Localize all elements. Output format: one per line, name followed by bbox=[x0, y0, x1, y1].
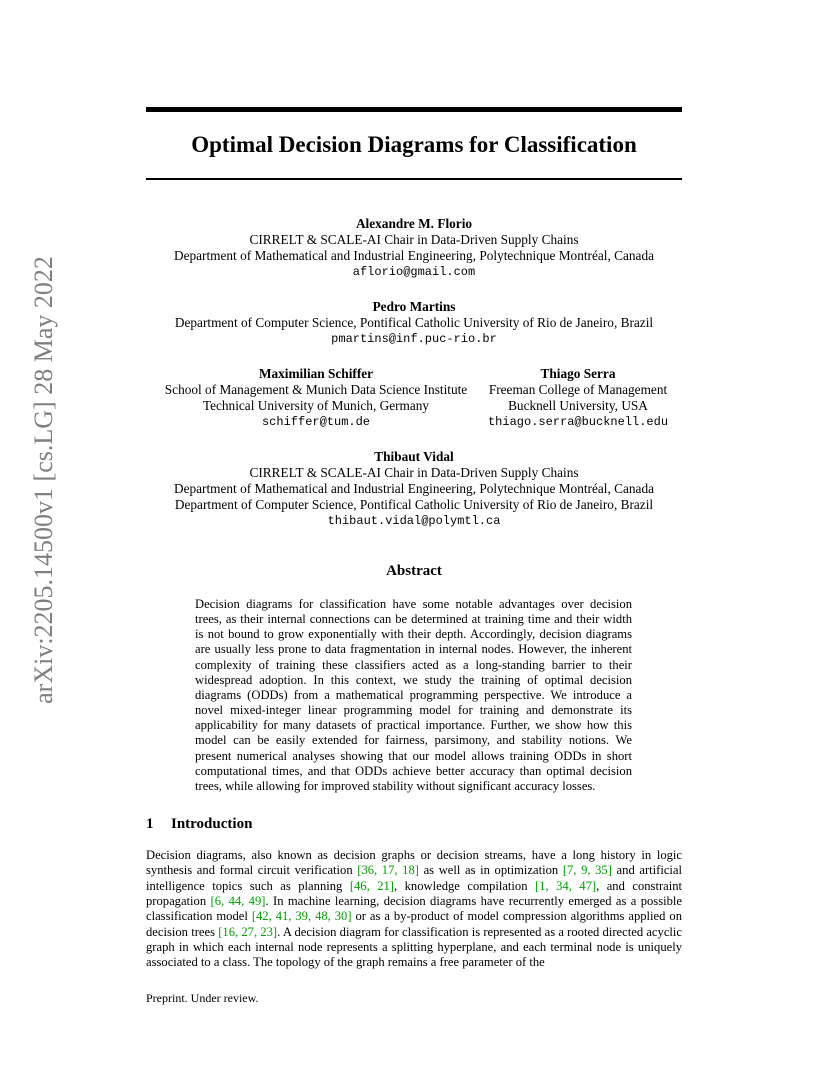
author-affiliation: School of Management & Munich Data Science Institute bbox=[164, 382, 468, 397]
author-email[interactable]: thibaut.vidal@polymtl.ca bbox=[327, 514, 501, 528]
author-name: Thiago Serra bbox=[540, 366, 616, 381]
section-number: 1 bbox=[146, 816, 154, 832]
author-name: Pedro Martins bbox=[372, 299, 456, 314]
author-block-schiffer bbox=[146, 366, 486, 430]
citation-link[interactable]: [1, 34, 47] bbox=[534, 878, 597, 893]
author-name: Maximilian Schiffer bbox=[258, 366, 374, 381]
citation-link[interactable]: [16, 27, 23] bbox=[218, 924, 278, 939]
author-affiliation: Freeman College of Management bbox=[488, 382, 668, 397]
author-email[interactable]: schiffer@tum.de bbox=[261, 415, 371, 429]
paper-title: Optimal Decision Diagrams for Classification bbox=[191, 132, 637, 157]
author-affiliation: Bucknell University, USA bbox=[508, 398, 648, 413]
intro-text: Decision diagrams, also known as decision graphs or decision streams, have a long history in logic synthesis and formal circuit verification bbox=[146, 848, 682, 878]
citation-link[interactable]: [36, 17, 18] bbox=[357, 863, 419, 878]
intro-text: or as a by-product of model compression algorithms applied on decision trees bbox=[146, 909, 682, 939]
title-top-rule bbox=[146, 107, 682, 112]
author-affiliation: Department of Computer Science, Pontifical Catholic University of Rio de Janeiro, Brazil bbox=[174, 315, 654, 330]
author-affiliation: Technical University of Munich, Germany bbox=[202, 398, 430, 413]
citation-link[interactable]: [6, 44, 49] bbox=[210, 894, 266, 909]
author-affiliation: Department of Mathematical and Industrial Engineering, Polytechnique Montréal, Canada bbox=[173, 248, 654, 263]
author-block-serra bbox=[478, 366, 678, 430]
preprint-footer: Preprint. Under review. bbox=[146, 991, 259, 1005]
title-bottom-rule bbox=[146, 178, 682, 180]
author-email[interactable]: pmartins@inf.puc-rio.br bbox=[331, 332, 497, 346]
author-affiliation: Department of Computer Science, Pontifical Catholic University of Rio de Janeiro, Brazil bbox=[174, 497, 654, 512]
intro-text: as well as in optimization bbox=[418, 863, 563, 878]
author-affiliation: Department of Mathematical and Industrial Engineering, Polytechnique Montréal, Canada bbox=[173, 481, 654, 496]
author-email[interactable]: thiago.serra@bucknell.edu bbox=[487, 415, 669, 429]
abstract-body: Decision diagrams for classification have some notable advantages over decision trees, as their internal connections can be determined at training time and their width is not bound to grow exponentially with their depth. Accordingly, decision diagrams are usually less prone to data fragmentation in internal nodes. However, the inherent complexity of training these classifiers acted as a long-standing barrier to their widespread adoption. In this context, we study the training of optimal decision diagrams (ODDs) from a mathematical programming perspective. We introduce a novel mixed-integer linear programming model for training and demonstrate its applicability for many datasets of practical importance. Further, we show how this model can be easily extended for fairness, parsimony, and stability notions. We present numerical analyses showing that our model allows training ODDs in short computational times, and that ODDs achieve better accuracy than optimal decision trees, while allowing for improved stability without significant accuracy losses. bbox=[195, 597, 632, 793]
intro-text: and artificial intelligence topics such as planning bbox=[146, 863, 683, 893]
intro-text: , and constraint propagation bbox=[146, 878, 683, 909]
arxiv-identifier: arXiv:2205.14500v1 [cs.LG] 28 May 2022 bbox=[29, 256, 58, 704]
intro-text: . A decision diagram for classification is represented as a rooted directed acyclic graph in which each internal node represents a splitting hyperplane, and each terminal node is uniquely associated to a class. The topology of the graph remains a free parameter of the bbox=[146, 924, 682, 970]
author-name: Thibaut Vidal bbox=[374, 449, 454, 464]
section-title: Introduction bbox=[171, 816, 253, 832]
author-block-florio bbox=[146, 216, 682, 280]
citation-link[interactable]: [46, 21] bbox=[349, 878, 395, 893]
author-block-vidal bbox=[146, 449, 682, 529]
introduction-paragraph bbox=[146, 848, 682, 971]
author-affiliation: CIRRELT & SCALE-AI Chair in Data-Driven Supply Chains bbox=[249, 232, 579, 247]
intro-text: . In machine learning, decision diagrams have recurrently emerged as a possible classification model bbox=[146, 894, 682, 924]
section-heading-introduction bbox=[146, 815, 252, 833]
citation-link[interactable]: [42, 41, 39, 48, 30] bbox=[251, 909, 352, 924]
intro-text: , knowledge compilation bbox=[394, 878, 535, 893]
author-block-martins bbox=[146, 299, 682, 347]
abstract-heading: Abstract bbox=[386, 563, 442, 579]
author-affiliation: CIRRELT & SCALE-AI Chair in Data-Driven Supply Chains bbox=[249, 465, 579, 480]
author-email[interactable]: aflorio@gmail.com bbox=[352, 265, 476, 279]
citation-link[interactable]: [7, 9, 35] bbox=[562, 863, 612, 878]
author-name: Alexandre M. Florio bbox=[355, 216, 473, 231]
